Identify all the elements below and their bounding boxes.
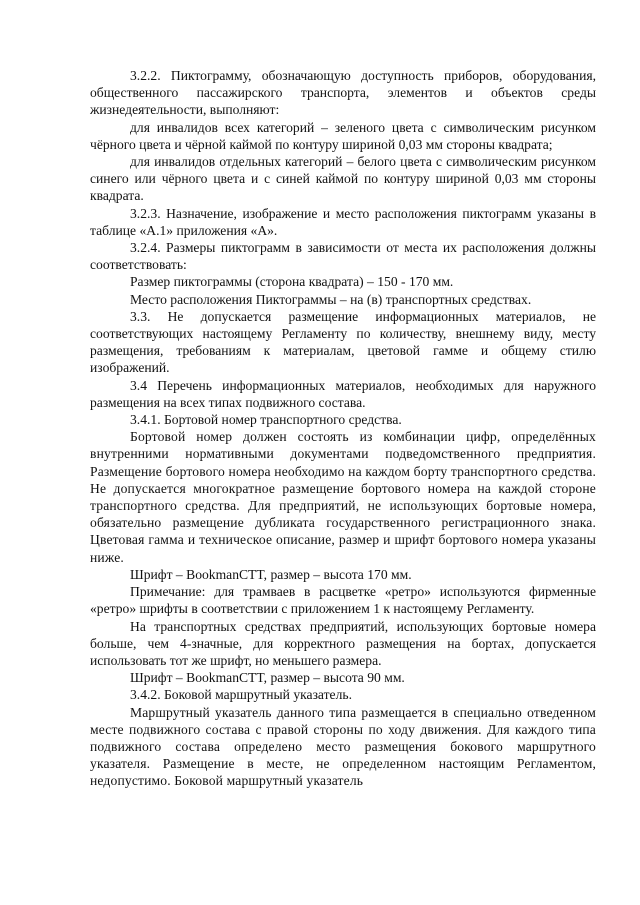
paragraph-pictogram-size: Размер пиктограммы (сторона квадрата) – 150 - 170 мм. <box>130 274 454 290</box>
paragraph-3-2-2: 3.2.2. Пиктограмму, обозначающую доступность приборов, оборудования, общественного пассажирского транспорта, элементов и объектов среды жизнедеятельности, выполняют: <box>90 68 596 118</box>
paragraph-note-retro: Примечание: для трамваев в расцветке «ретро» используются фирменные «ретро» шрифты в соответствии с приложением 1 к настоящему Регламенту. <box>90 584 596 617</box>
paragraph-3-4-1: 3.4.1. Бортовой номер транспортного средства. <box>130 412 402 428</box>
paragraph-font-170: Шрифт – BookmanCTT, размер – высота 170 мм. <box>130 566 412 582</box>
paragraph-route-indicator: Маршрутный указатель данного типа размещается в специально отведенном месте подвижного состава с правой стороны по ходу движения. Для каждого типа подвижного состава определено место размещения бокового маршрутного указателя. Размещение в месте, не определенном настоящим Регламентом, недопустимо. Боковой маршрутный указатель <box>90 704 596 789</box>
paragraph-3-4-2: 3.4.2. Боковой маршрутный указатель. <box>130 687 352 703</box>
paragraph-3-2-4: 3.2.4. Размеры пиктограмм в зависимости от места их расположения должны соответствовать: <box>90 240 596 273</box>
document-page <box>90 67 596 790</box>
paragraph-3-2-3: 3.2.3. Назначение, изображение и место расположения пиктограмм указаны в таблице «А.1» приложения «А». <box>90 205 596 238</box>
paragraph-pictogram-location: Место расположения Пиктограммы – на (в) транспортных средствах. <box>130 291 532 307</box>
paragraph-3-3: 3.3. Не допускается размещение информационных материалов, не соответствующих настоящему Регламенту по количеству, внешнему виду, месту размещения, требованиям к материалам, цветовой гамме и общему стилю изображений. <box>90 308 596 376</box>
paragraph-all-categories: для инвалидов всех категорий – зеленого цвета с символическим рисунком чёрного цвета и чёрной каймой по контуру шириной 0,03 мм стороны квадрата; <box>90 119 596 152</box>
paragraph-some-categories: для инвалидов отдельных категорий – белого цвета с символическим рисунком синего или чёрного цвета и с синей каймой по контуру шириной 0,03 мм стороны квадрата. <box>90 154 596 204</box>
paragraph-large-numbers: На транспортных средствах предприятий, использующих бортовые номера больше, чем 4-значные, для корректного размещения на бортах, допускается использовать тот же шрифт, но меньшего размера. <box>90 618 596 668</box>
paragraph-3-4: 3.4 Перечень информационных материалов, необходимых для наружного размещения на всех типах подвижного состава. <box>90 377 596 410</box>
paragraph-board-number: Бортовой номер должен состоять из комбинации цифр, определённых внутренними нормативными документами подведомственного предприятия. Размещение бортового номера необходимо на каждом борту транспортного средства. Не допускается многократное размещение бортового номера на каждой стороне транспортного средства. Для предприятий, не использующих бортовые номера, обязательно размещение дубликата государственного регистрационного знака. Цветовая гамма и техническое описание, размер и шрифт бортового номера указаны ниже. <box>90 429 596 565</box>
paragraph-font-90: Шрифт – BookmanCTT, размер – высота 90 мм. <box>130 670 405 686</box>
